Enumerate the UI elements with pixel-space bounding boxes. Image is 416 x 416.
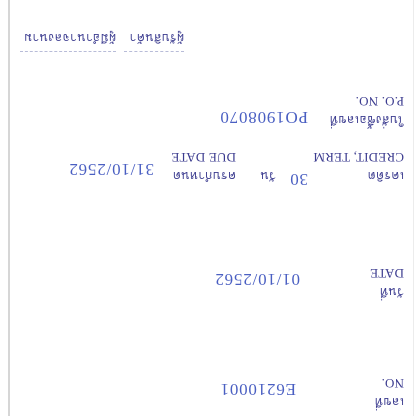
page-edge-line (8, 0, 10, 416)
credit-days-value: 30 (289, 170, 308, 189)
authorized-signature-line (20, 51, 116, 52)
invoice-no-label-th: เลขที่ (374, 395, 404, 409)
due-date-label-en: DUE DATE (171, 150, 236, 165)
po-label-th: ใบสั่งซื้อเลขที่ (329, 113, 404, 127)
credit-days-unit: วัน (260, 169, 276, 183)
date-value: 01/10/2562 (214, 270, 300, 289)
credit-term-label-th: เครดิต (367, 169, 404, 183)
authorized-signature-label: ผู้มีอำนาจลงนาม (23, 31, 116, 45)
receiver-signature-line (124, 51, 184, 52)
credit-term-label-en: CREDIT, TERM (313, 150, 404, 165)
receiver-signature-label: ผู้รับสินค้า (129, 31, 184, 45)
invoice-no-value: E6210001 (219, 380, 296, 399)
invoice-no-label-en: NO. (381, 376, 404, 391)
date-label-en: DATE (369, 266, 404, 281)
due-date-value: 31/10/2562 (68, 160, 154, 179)
date-label-th: วันที่ (379, 285, 404, 299)
due-date-label-th: ครบกำหนด (172, 169, 236, 183)
po-value: PO1908070 (219, 108, 308, 127)
po-label-en: P.O. NO. (355, 94, 404, 109)
page-edge-line-left (413, 0, 414, 416)
